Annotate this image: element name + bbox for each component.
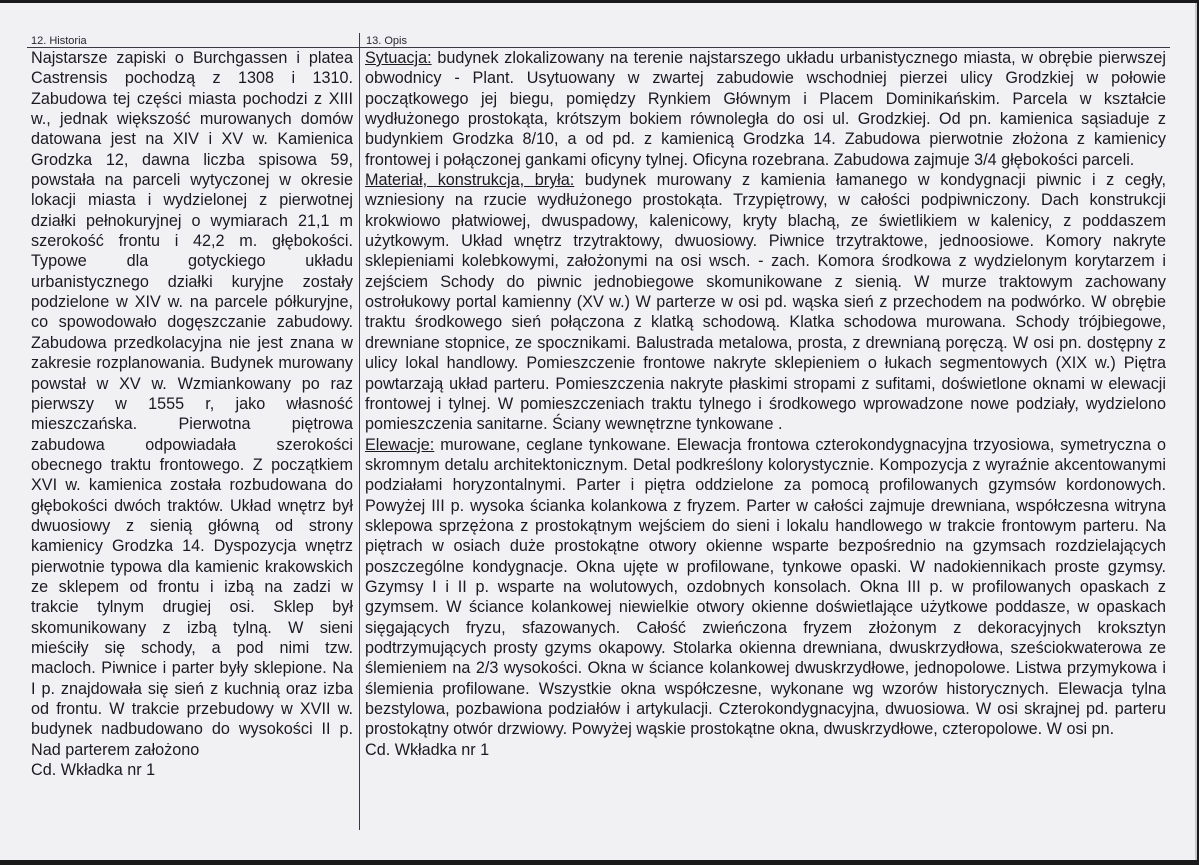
description-section-header: 13. Opis (366, 35, 407, 47)
description-section-situation (365, 48, 1166, 170)
section-label-situation: Sytuacja: (365, 49, 432, 67)
section-text-construction: budynek murowany z kamienia łamanego w kondygnacji piwnic i z cegły, wzniesiony na rzucie wydłużonego prostokąta. Trzypiętrowy, w całości podpiwniczony. Dach konstrukcji krokwiowo płatwiowej, dwuspadowy, kalenicowy, kryty blachą, ze świetlikiem w kalenicy, z poddaszem użytkowym. Układ wnętrz trzytraktowy, dwuosiowy. Piwnice trzytraktowe, jednoosiowe. Komory nakryte sklepieniami kolebkowymi, założonymi na osi wsch. - zach. Komora środkowa z wydzielonym korytarzem i zejściem Schody do piwnic jednobiegowe skomunikowane z sienią. W murze traktowym zachowany ostrołukowy portal kamienny (XV w.) W parterze w osi pd. wąska sień z przechodem na podwórko. W obrębie traktu środkowego sień połączona z klatką schodową. Klatka schodowa murowana. Schody trójbiegowe, drewniane stopnice, ze spocznikami. Balustrada metalowa, prosta, z drewnianą poręczą. W osi pn. dostępny z ulicy lokal handlowy. Pomieszczenie frontowe nakryte sklepieniem o łukach segmentowych (XIX w.) Piętra powtarzają układ parteru. Pomieszczenia nakryte płaskimi stropami z sufitami, doświetlone oknami w elewacji frontowej i tylnej. W pomieszczeniach traktu tylnego i środkowego wprowadzone nowe podziały, wydzielono pomieszczenia sanitarne. Ściany wewnętrzne tynkowane . (365, 171, 1166, 434)
section-label-construction: Materiał, konstrukcja, bryła: (365, 171, 575, 190)
section-text-situation: budynek zlokalizowany na terenie najstarszego układu urbanistycznego miasta, w obrębie pierwszej obwodnicy - Plant. Usytuowany w zwartej zabudowie wschodniej pierzei ulicy Grodzkiej w połowie początkowego jej biegu, pomiędzy Rynkiem Głównym i Placem Dominikańskim. Parcela w kształcie wydłużonego prostokąta, krótszym bokiem równoległa do osi ul. Grodzkiej. Od pn. kamienica sąsiaduje z budynkiem Grodzka 8/10, a od pd. z kamienicą Grodzka 14. Zabudowa pierwotnie złożona z kamienicy frontowej i połączonej gankami oficyny tylnej. Oficyna rozebrana. Zabudowa zajmuje 3/4 głębokości parceli. (365, 49, 1166, 169)
history-continuation-note: Cd. Wkładka nr 1 (31, 761, 156, 780)
description-section-construction (365, 170, 1166, 434)
history-section-header: 12. Historia (31, 35, 87, 47)
section-label-elevations: Elewacje: (365, 435, 435, 454)
description-continuation-note: Cd. Wkładka nr 1 (365, 740, 490, 759)
description-section-elevations (365, 435, 1166, 740)
history-column (31, 48, 353, 780)
history-text: Najstarsze zapiski o Burchgassen i platea Castrensis pochodzą z 1308 i 1310. Zabudowa tej części miasta pochodzi z XIII w., jednak większość murowanych domów datowana jest na XIV i XV w. Kamienica Grodzka 12, dawna liczba spisowa 59, powstała na parceli wytyczonej w okresie lokacji miasta i wydzielonej z pierwotnej działki pełnokuryjnej o wymiarach 21,1 m szerokość frontu i 42,2 m. głębokości. Typowe dla gotyckiego układu urbanistycznego działki kuryjne zostały podzielone w XIV w. na parcele półkuryjne, co spowodowało dogęszczanie zabudowy. Zabudowa przedkolacyjna nie jest znana w zakresie rozplanowania. Budynek murowany powstał w XV w. Wzmiankowany po raz pierwszy w 1555 r, jako własność mieszczańska. Pierwotna piętrowa zabudowa odpowiadała szerokości obecnego traktu frontowego. Z początkiem XVI w. kamienica została rozbudowana do głębokości dwóch traktów. Układ wnętrz był dwuosiowy z sienią główną od strony kamienicy Grodzka 14. Dyspozycja wnętrz pierwotnie typowa dla kamienic krakowskich ze sklepem od frontu i izbą na zadzi w trakcie tylnym drugiej osi. Sklep był skomunikowany z izbą tylną. W sieni mieściły się schody, a pod nimi tzw. macloch. Piwnice i parter były sklepione. Na I p. znajdowała się sień z kuchnią oraz izba od frontu. W trakcie przebudowy w XVII w. budynek nadbudowano do wysokości II p. Nad parterem założono (31, 49, 353, 759)
column-divider (359, 33, 360, 830)
section-text-elevations: murowane, ceglane tynkowane. Elewacja frontowa czterokondygnacyjna trzyosiowa, symetryczna o skromnym detalu architektonicznym. Detal podkreślony kolorystycznie. Kompozycja z wyraźnie akcentowanymi podziałami horyzontalnymi. Parter i piętra oddzielone za pomocą profilowanych gzymsów kordonowych. Powyżej III p. wysoka ścianka kolankowa z fryzem. Parter w całości zajmuje drewniana, współczesna witryna sklepowa sprzężona z prostokątnym wejściem do sieni i lokalu handlowego w trakcie frontowym parteru. Na piętrach w osiach duże prostokątne otwory okienne wsparte bezpośrednio na gzymsach rozdzielających poszczególne kondygnacje. Okna ujęte w profilowane, tynkowe opaski. W nadokiennikach proste gzymsy. Gzymsy I i II p. wsparte na wolutowych, ozdobnych konsolach. Okna III p. w profilowanych opaskach z gzymsem. W ściance kolankowej niewielkie otwory okienne doświetlające użytkowe poddasze, w opaskach sięgających fryzu, sfazowanych. Całość zwieńczona fryzem złożonym z dekoracyjnych kroksztyn podtrzymujących prosty gzyms okapowy. Stolarka okienna drewniana, dwuskrzydłowa, sześciokwaterowa ze ślemieniem na 2/3 wysokości. Okna w ściance kolankowej dwuskrzydłowe, jednopolowe. Listwa przymykowa i ślemienia profilowane. Wszystkie okna współczesne, wykonane wg wzorów historycznych. Elewacja tylna bezstylowa, pozbawiona podziałów i artykulacji. Czterokondygnacyjna, dwuosiowa. W osi skrajnej pd. parteru prostokątny otwór drzwiowy. Powyżej wąskie prostokątne okna, dwuskrzydłowe, czteropolowe. W osi pn. (365, 435, 1166, 739)
record-card-page (0, 3, 1195, 860)
description-column (365, 48, 1166, 760)
document-sheet (0, 3, 1197, 860)
